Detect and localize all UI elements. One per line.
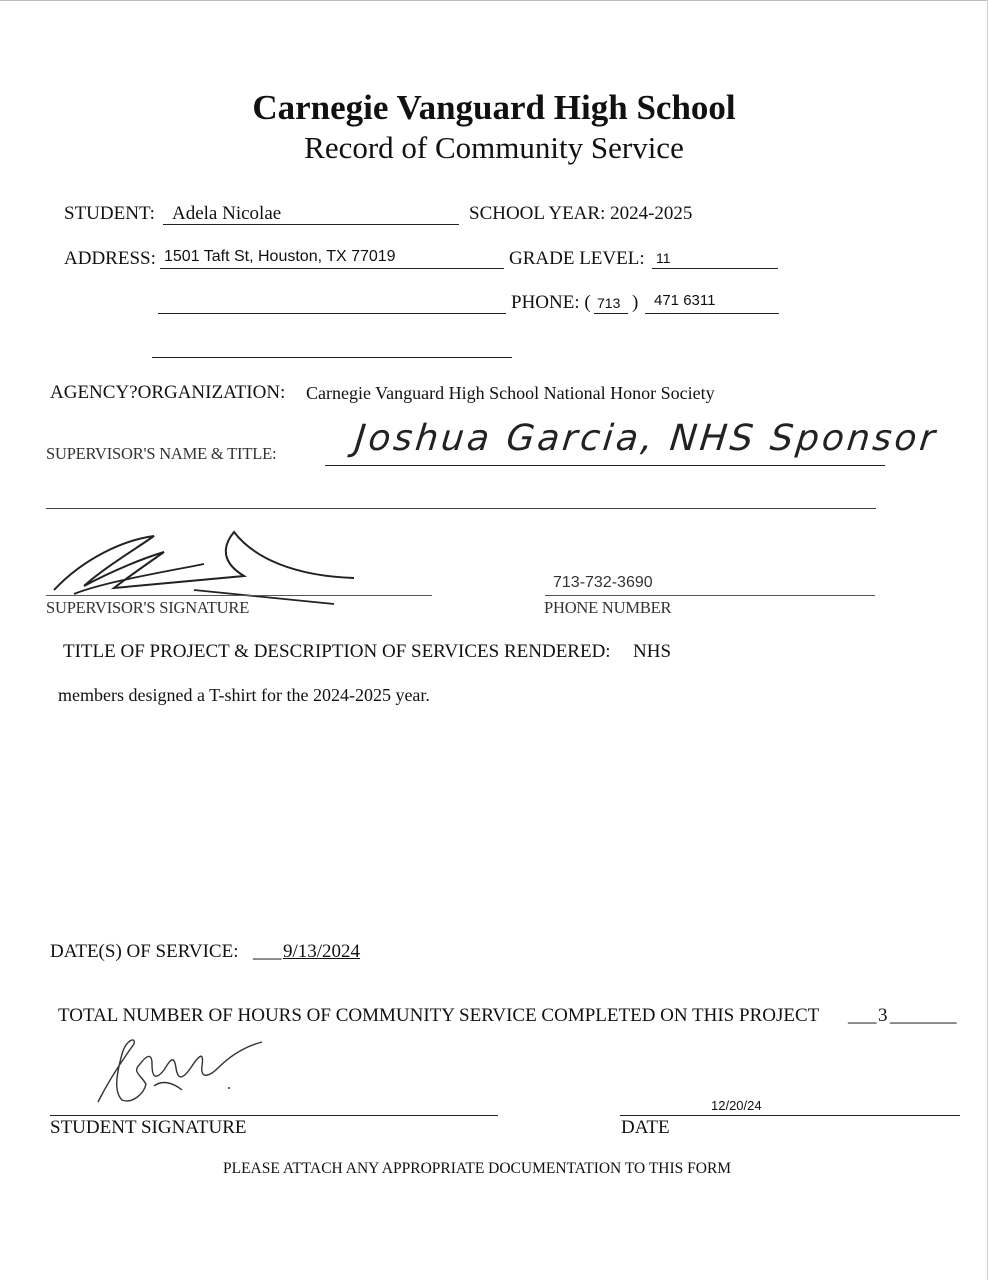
supervisor-phone-line [545,595,875,596]
form-title: Record of Community Service [304,130,684,165]
supervisor-signature-label: SUPERVISOR'S SIGNATURE [46,598,250,617]
grade-level-label: GRADE LEVEL: [509,248,645,269]
date-value: 12/20/24 [711,1098,762,1113]
attach-documentation-note: PLEASE ATTACH ANY APPROPRIATE DOCUMENTATION TO THIS FORM [223,1160,732,1177]
address-line-2 [158,313,506,314]
area-code-line [594,313,628,314]
total-hours-value: 3 [878,1005,888,1026]
address-line [160,268,504,269]
phone-number-line [645,313,779,314]
dates-of-service-value: 9/13/2024 [283,941,361,962]
total-hours-label: TOTAL NUMBER OF HOURS OF COMMUNITY SERVICE COMPLETED ON THIS PROJECT [58,1005,820,1026]
student-name-value: Adela Nicolae [172,203,282,224]
student-signature-image [92,1030,267,1110]
address-label: ADDRESS: [64,248,156,269]
supervisor-name-handwritten: Joshua Garcia, NHS Sponsor [352,418,940,459]
supervisor-phone-label: PHONE NUMBER [544,598,672,617]
page-top-border [0,0,988,1]
student-label: STUDENT: [64,203,155,224]
student-signature-label: STUDENT SIGNATURE [50,1117,247,1138]
address-value: 1501 Taft St, Houston, TX 77019 [164,248,396,265]
phone-number-value: 471 6311 [654,292,716,309]
date-label: DATE [621,1117,670,1138]
school-title: Carnegie Vanguard High School [252,88,736,127]
school-year-label: SCHOOL YEAR: 2024-2025 [469,203,693,224]
date-line [620,1115,960,1116]
address-line-3 [152,357,512,358]
agency-label: AGENCY?ORGANIZATION: [50,382,286,403]
total-hours-prefix: ___ [848,1005,877,1026]
student-signature-line [50,1115,498,1116]
grade-level-line [652,268,778,269]
grade-level-value: 11 [656,250,671,266]
supervisor-title-line [46,508,876,509]
supervisor-phone-value: 713-732-3690 [553,574,653,591]
supervisor-signature-line [46,595,432,596]
project-value-line1: NHS [633,641,672,662]
agency-value: Carnegie Vanguard High School National Honor Society [306,383,715,403]
project-label: TITLE OF PROJECT & DESCRIPTION OF SERVICES RENDERED: [63,641,611,662]
area-code-value: 713 [597,295,621,311]
supervisor-name-line [325,465,885,466]
total-hours-suffix: _______ [890,1005,957,1026]
dates-of-service-label: DATE(S) OF SERVICE: [50,941,239,962]
phone-close-paren: ) [632,292,639,313]
phone-label: PHONE: ( [511,292,591,313]
supervisor-name-label: SUPERVISOR'S NAME & TITLE: [46,444,277,463]
project-value-line2: members designed a T-shirt for the 2024-2025 year. [58,685,430,705]
dates-of-service-prefix: ___ [253,941,282,962]
